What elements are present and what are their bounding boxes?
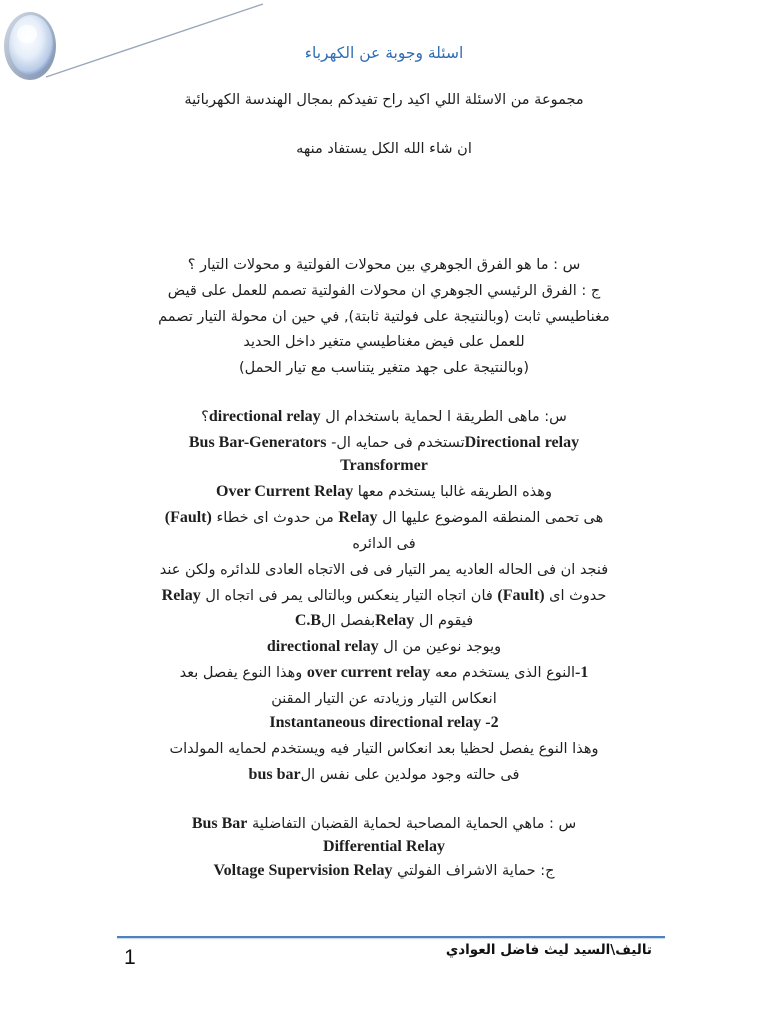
page-number: 1 bbox=[124, 946, 136, 969]
bold-term: Over Current Relay bbox=[216, 483, 354, 500]
q3-question-text: س : ماهي الحماية المصاحبة لحماية القضبان التفاضلية bbox=[247, 816, 577, 832]
q2-line-text: ويوجد نوعين من ال bbox=[378, 639, 502, 655]
q2-line-text: وهذه الطريقه غالبا يستخدم معها bbox=[353, 484, 552, 500]
q2-line-text: حدوث اى bbox=[544, 588, 607, 604]
q2-line bbox=[0, 534, 768, 554]
q3-term bbox=[0, 837, 768, 857]
q2-line-text: هى تحمى المنطقه الموضوع عليها ال bbox=[377, 510, 604, 526]
header-diagonal-line bbox=[46, 4, 263, 77]
q2-line bbox=[0, 739, 768, 759]
q1-question: س : ما هو الفرق الجوهري بين محولات الفولتية و محولات التيار ؟ bbox=[187, 257, 581, 273]
bold-term: Directional relay bbox=[464, 434, 580, 451]
bold-term: Voltage Supervision Relay bbox=[213, 862, 393, 879]
q2-line-text: وهذا النوع يفصل لحظيا بعد انعكاس التيار فيه ويستخدم لحمايه المولدات bbox=[169, 741, 599, 757]
q2-line-text: بفصل ال bbox=[321, 613, 376, 629]
bold-term: C.B bbox=[294, 612, 322, 629]
q1-answer-line: (وبالنتيجة على جهد متغير يتناسب مع تيار الحمل) bbox=[238, 360, 530, 376]
bold-term: 2- Instantaneous directional relay bbox=[269, 714, 499, 731]
document-title: اسئلة وجوبة عن الكهرباء bbox=[304, 44, 464, 62]
q2-line bbox=[0, 765, 768, 785]
bold-term: (Fault) bbox=[497, 587, 545, 604]
q2-line-text: من حدوث اى خطاء bbox=[211, 510, 339, 526]
q2-line bbox=[0, 560, 768, 580]
q2-line-text: فى الدائره bbox=[352, 536, 416, 552]
orb-highlight bbox=[17, 25, 37, 43]
bold-term: Differential Relay bbox=[323, 838, 445, 855]
q2-line-text: النوع الذى يستخدم معه bbox=[430, 665, 576, 681]
bold-term: directional relay bbox=[266, 638, 379, 655]
q2-question-text: س: ماهى الطريقة ا لحماية باستخدام ال bbox=[320, 409, 567, 425]
list-number: 1- bbox=[575, 664, 589, 681]
q2-line-text: فان اتجاه التيار ينعكس وبالتالى يمر فى اتجاه ال bbox=[200, 588, 498, 604]
q2-line bbox=[0, 637, 768, 657]
q2-line bbox=[0, 433, 768, 453]
q2-line bbox=[0, 611, 768, 631]
bold-term: Relay bbox=[161, 587, 201, 604]
bold-term: Bus Bar-Generators bbox=[188, 434, 327, 451]
q3-answer bbox=[0, 861, 768, 881]
bold-term: Relay bbox=[338, 509, 378, 526]
q2-line bbox=[0, 586, 768, 606]
q2-line-text: انعكاس التيار وزيادته عن التيار المقنن bbox=[271, 691, 497, 707]
bold-term: directional relay bbox=[208, 408, 321, 425]
question-mark: ؟ bbox=[201, 409, 209, 425]
q2-line-text: فى حالته وجود مولدين على نفس ال bbox=[300, 767, 520, 783]
bold-term: bus bar bbox=[248, 766, 301, 783]
q2-line bbox=[0, 663, 768, 683]
q3-question bbox=[0, 814, 768, 834]
q1-answer-line: ج : الفرق الرئيسي الجوهري ان محولات الفولتية تصمم للعمل على قيض bbox=[167, 283, 601, 299]
q2-line bbox=[0, 689, 768, 709]
q2-line-text: فنجد ان فى الحاله العاديه يمر التيار فى فى الاتجاه العادى للدائره ولكن عند bbox=[159, 562, 609, 578]
bold-term: Bus Bar bbox=[191, 815, 248, 832]
q2-line bbox=[0, 508, 768, 528]
q2-line-text: وهذا النوع يفصل بعد bbox=[179, 665, 307, 681]
bold-term: Relay bbox=[375, 612, 415, 629]
document-subtitle: مجموعة من الاسئلة اللي اكيد راح تفيدكم بمجال الهندسة الكهربائية bbox=[184, 92, 584, 108]
bold-term: over current relay bbox=[306, 664, 431, 681]
q1-answer-line: للعمل على فيض مغناطيسي متغير داخل الحديد bbox=[243, 334, 525, 350]
footer-rule bbox=[117, 936, 665, 938]
q2-line-text: فيقوم ال bbox=[414, 613, 474, 629]
q3-answer-text: ج: حماية الاشراف الفولتي bbox=[392, 863, 555, 879]
q2-question bbox=[0, 407, 768, 427]
footer-author: تاليف\السيد ليث فاضل العوادي bbox=[445, 942, 652, 958]
q2-line-text: تستخدم فى حمايه ال- bbox=[326, 435, 465, 451]
document-note: ان شاء الله الكل يستفاد منهه bbox=[296, 141, 472, 157]
q1-answer-line: مغناطيسي ثابت (وبالنتيجة على فولتية ثابتة), في حين ان محولة التيار تصمم bbox=[158, 309, 610, 325]
q2-line bbox=[0, 456, 768, 476]
q2-line bbox=[0, 713, 768, 733]
q2-line bbox=[0, 482, 768, 502]
bold-term: Transformer bbox=[340, 457, 428, 474]
bold-term: (Fault) bbox=[164, 509, 212, 526]
